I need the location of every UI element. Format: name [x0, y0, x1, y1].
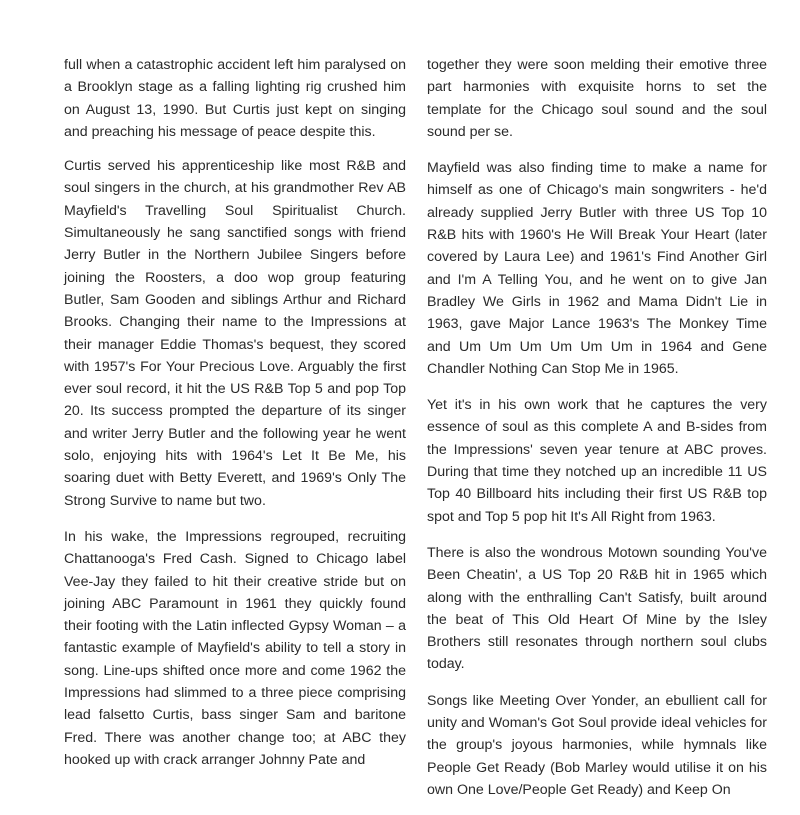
paragraph: Yet it's in his own work that he captures the very essence of soul as this complete A and B-sides from the Impressions' seven year tenure at ABC proves. During that time they notched up an incredible 11 US Top 40 Billboard hits including their first US R&B top spot and Top 5 pop hit It's All Right from 1963. [427, 397, 767, 525]
right-text-column [427, 54, 767, 815]
left-text-column [64, 54, 406, 785]
paragraph: full when a catastrophic accident left him paralysed on a Brooklyn stage as a falling lighting rig crushed him on August 13, 1990. But Curtis just kept on singing and preaching his message of peace despite this. [64, 57, 406, 140]
paragraph: together they were soon melding their emotive three part harmonies with exquisite horns to set the template for the Chicago soul sound and the soul sound per se. [427, 57, 767, 140]
paragraph: In his wake, the Impressions regrouped, recruiting Chattanooga's Fred Cash. Signed to Chicago label Vee-Jay they failed to hit their creative stride but on joining ABC Paramount in 1961 they quickly found their footing with the Latin inflected Gypsy Woman – a fantastic example of Mayfield's ability to tell a story in song. Line-ups shifted once more and come 1962 the Impressions had slimmed to a three piece comprising lead falsetto Curtis, bass singer Sam and baritone Fred. There was another change too; at ABC they hooked up with crack arranger Johnny Pate and [64, 528, 406, 768]
paragraph: Mayfield was also finding time to make a name for himself as one of Chicago's main songwriters - he'd already supplied Jerry Butler with three US Top 10 R&B hits with 1960's He Will Break Your Heart (later covered by Laura Lee) and 1961's Find Another Girl and I'm A Telling You, and he went on to give Jan Bradley We Girls in 1962 and Mama Didn't Lie in 1963, gave Major Lance 1963's The Monkey Time and Um Um Um Um Um Um in 1964 and Gene Chandler Nothing Can Stop Me in 1965. [427, 160, 767, 377]
paragraph: Curtis served his apprenticeship like most R&B and soul singers in the church, at his grandmother Rev AB Mayfield's Travelling Soul Spiritualist Church. Simultaneously he sang sanctified songs with friend Jerry Butler in the Northern Jubilee Singers before joining the Roosters, a doo wop group featuring Butler, Sam Gooden and siblings Arthur and Richard Brooks. Changing their name to the Impressions at their manager Eddie Thomas's bequest, they scored with 1957's For Your Precious Love. Arguably the first ever soul record, it hit the US R&B Top 5 and pop Top 20. Its success prompted the departure of its singer and writer Jerry Butler and the following year he went solo, enjoying hits with 1964's Let It Be Me, his soaring duet with Betty Everett, and 1969's Only The Strong Survive to name but two. [64, 158, 406, 509]
paragraph: There is also the wondrous Motown sounding You've Been Cheatin', a US Top 20 R&B hit in 1965 which along with the enthralling Can't Satisfy, built around the beat of This Old Heart Of Mine by the Isley Brothers still resonates through northern soul clubs today. [427, 544, 767, 673]
paragraph: Songs like Meeting Over Yonder, an ebullient call for unity and Woman's Got Soul provide ideal vehicles for the group's joyous harmonies, while hymnals like People Get Ready (Bob Marley would utilise it on his own One Love/People Get Ready) and Keep On [427, 692, 767, 798]
